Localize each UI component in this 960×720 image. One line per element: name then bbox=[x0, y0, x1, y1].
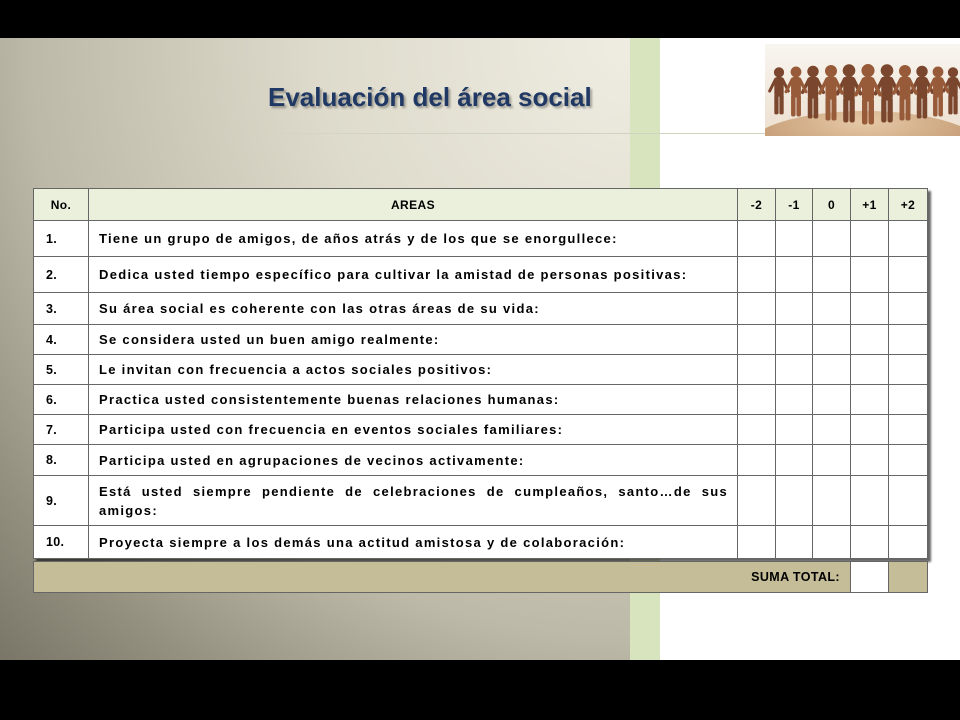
total-label: SUMA TOTAL: bbox=[34, 562, 851, 593]
score-cell-minus-1 bbox=[776, 385, 813, 415]
header-score-minus-1: -1 bbox=[776, 189, 813, 221]
score-cell-zero bbox=[813, 445, 851, 476]
row-area-text: Tiene un grupo de amigos, de años atrás y de los que se enorgullece: bbox=[89, 221, 738, 257]
score-cell-minus-1 bbox=[776, 445, 813, 476]
row-area-text: Se considera usted un buen amigo realmente: bbox=[89, 325, 738, 355]
header-no: No. bbox=[34, 189, 89, 221]
score-cell-plus-1 bbox=[851, 476, 889, 526]
score-cell-zero bbox=[813, 526, 851, 559]
score-cell-plus-1 bbox=[851, 526, 889, 559]
row-area-text: Practica usted consistentemente buenas relaciones humanas: bbox=[89, 385, 738, 415]
score-cell-zero bbox=[813, 257, 851, 293]
total-row bbox=[34, 562, 928, 593]
score-cell-plus-1 bbox=[851, 415, 889, 445]
row-number: 2. bbox=[34, 257, 89, 293]
score-cell-minus-2 bbox=[738, 325, 776, 355]
score-cell-minus-1 bbox=[776, 415, 813, 445]
total-filler-cell bbox=[889, 562, 928, 593]
score-cell-plus-2 bbox=[889, 526, 928, 559]
row-number: 3. bbox=[34, 293, 89, 325]
row-area-text: Participa usted con frecuencia en eventos sociales familiares: bbox=[89, 415, 738, 445]
score-cell-minus-1 bbox=[776, 526, 813, 559]
row-area-text: Está usted siempre pendiente de celebraciones de cumpleaños, santo…de sus amigos: bbox=[89, 476, 738, 526]
row-area-text: Le invitan con frecuencia a actos sociales positivos: bbox=[89, 355, 738, 385]
row-number: 9. bbox=[34, 476, 89, 526]
row-number: 10. bbox=[34, 526, 89, 559]
table-row bbox=[34, 526, 928, 559]
score-cell-minus-2 bbox=[738, 355, 776, 385]
score-cell-minus-1 bbox=[776, 221, 813, 257]
bottom-black-band bbox=[0, 660, 960, 720]
score-cell-plus-1 bbox=[851, 385, 889, 415]
score-cell-plus-1 bbox=[851, 445, 889, 476]
score-cell-minus-2 bbox=[738, 221, 776, 257]
score-cell-minus-1 bbox=[776, 293, 813, 325]
table-row bbox=[34, 476, 928, 526]
score-cell-zero bbox=[813, 476, 851, 526]
people-holding-hands-illustration bbox=[765, 44, 960, 136]
header-areas: AREAS bbox=[89, 189, 738, 221]
table-row bbox=[34, 445, 928, 476]
score-cell-minus-2 bbox=[738, 476, 776, 526]
top-black-band bbox=[0, 0, 960, 38]
total-value-cell bbox=[851, 562, 889, 593]
score-cell-plus-1 bbox=[851, 257, 889, 293]
table-row bbox=[34, 415, 928, 445]
table-row bbox=[34, 221, 928, 257]
row-number: 8. bbox=[34, 445, 89, 476]
slide-title: Evaluación del área social bbox=[268, 82, 592, 112]
score-cell-minus-1 bbox=[776, 325, 813, 355]
score-cell-plus-1 bbox=[851, 221, 889, 257]
score-cell-plus-1 bbox=[851, 293, 889, 325]
evaluation-table bbox=[33, 188, 928, 559]
row-area-text: Su área social es coherente con las otras áreas de su vida: bbox=[89, 293, 738, 325]
header-row bbox=[34, 189, 928, 221]
score-cell-zero bbox=[813, 221, 851, 257]
total-row-table bbox=[33, 561, 928, 593]
score-cell-plus-1 bbox=[851, 355, 889, 385]
row-number: 5. bbox=[34, 355, 89, 385]
table-row bbox=[34, 257, 928, 293]
score-cell-plus-2 bbox=[889, 293, 928, 325]
score-cell-zero bbox=[813, 325, 851, 355]
score-cell-minus-1 bbox=[776, 257, 813, 293]
score-cell-plus-2 bbox=[889, 355, 928, 385]
score-cell-minus-2 bbox=[738, 415, 776, 445]
score-cell-minus-2 bbox=[738, 445, 776, 476]
row-number: 6. bbox=[34, 385, 89, 415]
table-row bbox=[34, 325, 928, 355]
table-row bbox=[34, 293, 928, 325]
score-cell-minus-1 bbox=[776, 476, 813, 526]
score-cell-minus-2 bbox=[738, 293, 776, 325]
score-cell-zero bbox=[813, 385, 851, 415]
row-area-text: Participa usted en agrupaciones de vecinos activamente: bbox=[89, 445, 738, 476]
row-area-text: Dedica usted tiempo específico para cultivar la amistad de personas positivas: bbox=[89, 257, 738, 293]
score-cell-plus-2 bbox=[889, 445, 928, 476]
table-row bbox=[34, 355, 928, 385]
score-cell-plus-2 bbox=[889, 325, 928, 355]
score-cell-minus-2 bbox=[738, 257, 776, 293]
score-cell-minus-2 bbox=[738, 385, 776, 415]
score-cell-zero bbox=[813, 415, 851, 445]
table-row bbox=[34, 385, 928, 415]
score-cell-minus-2 bbox=[738, 526, 776, 559]
score-cell-plus-1 bbox=[851, 325, 889, 355]
score-cell-plus-2 bbox=[889, 415, 928, 445]
row-area-text: Proyecta siempre a los demás una actitud amistosa y de colaboración: bbox=[89, 526, 738, 559]
row-number: 1. bbox=[34, 221, 89, 257]
score-cell-zero bbox=[813, 355, 851, 385]
score-cell-plus-2 bbox=[889, 476, 928, 526]
header-score-zero: 0 bbox=[813, 189, 851, 221]
row-number: 7. bbox=[34, 415, 89, 445]
score-cell-plus-2 bbox=[889, 221, 928, 257]
score-cell-plus-2 bbox=[889, 257, 928, 293]
header-score-plus-1: +1 bbox=[851, 189, 889, 221]
score-cell-zero bbox=[813, 293, 851, 325]
row-number: 4. bbox=[34, 325, 89, 355]
score-cell-minus-1 bbox=[776, 355, 813, 385]
header-score-minus-2: -2 bbox=[738, 189, 776, 221]
people-illustration-graphic bbox=[765, 44, 960, 136]
header-score-plus-2: +2 bbox=[889, 189, 928, 221]
score-cell-plus-2 bbox=[889, 385, 928, 415]
